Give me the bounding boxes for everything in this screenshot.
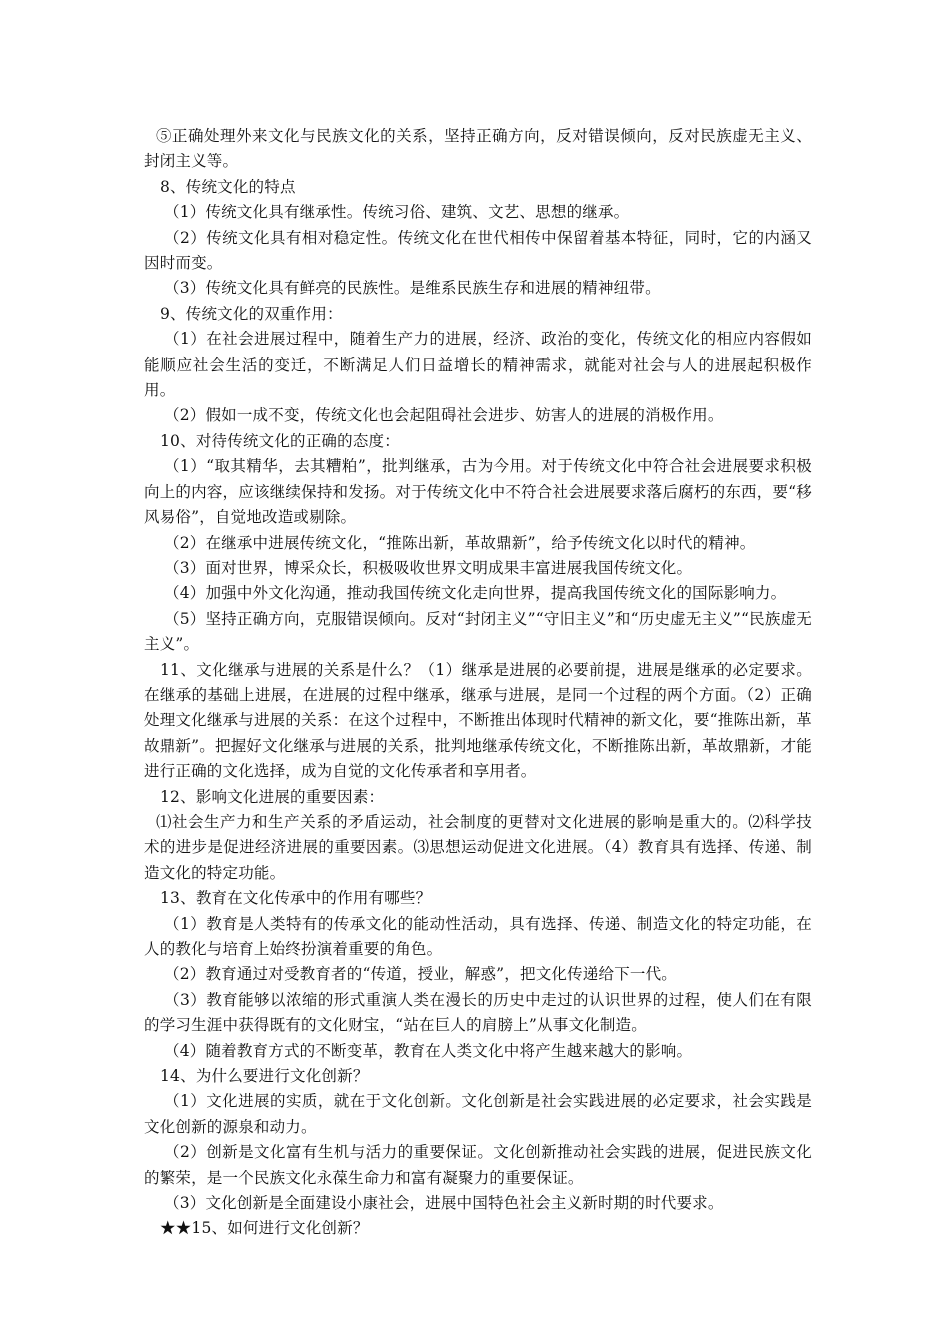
section-heading-14: 14、为什么要进行文化创新？ (160, 1067, 369, 1086)
paragraph-13-1: （1）教育是人类特有的传承文化的能动性活动，具有选择、传递、制造文化的特定功能，在人的教化与培育上始终扮演着重要的角色。 (144, 914, 812, 958)
paragraph-13-3: （3）教育能够以浓缩的形式重演人类在漫长的历史中走过的认识世界的过程，使人们在有限的学习生涯中获得既有的文化财宝，“站在巨人的肩膀上”从事文化制造。 (144, 990, 812, 1035)
section-heading-13: 13、教育在文化传承中的作用有哪些？ (160, 889, 432, 908)
section-heading-9: 9、传统文化的双重作用： (160, 304, 343, 323)
paragraph-13-2: （2）教育通过对受教育者的“传道，授业，解惑”，把文化传递给下一代。 (164, 965, 678, 984)
paragraph-8-1: （1）传统文化具有继承性。传统习俗、建筑、文艺、思想的继承。 (164, 203, 630, 222)
paragraph-8-2: （2）传统文化具有相对稳定性。传统文化在世代相传中保留着基本特征，同时，它的内涵又因时而变。 (144, 228, 812, 273)
paragraph-item-5: ⑤正确处理外来文化与民族文化的关系，坚持正确方向，反对错误倾向，反对民族虚无主义、封闭主义等。 (144, 127, 812, 171)
paragraph-10-5: （5）坚持正确方向，克服错误倾向。反对“封闭主义”“守旧主义”和“历史虚无主义”“民族虚无主义”。 (144, 609, 812, 654)
paragraph-14-1: （1）文化进展的实质，就在于文化创新。文化创新是社会实践进展的必定要求，社会实践是文化创新的源泉和动力。 (144, 1092, 812, 1136)
section-heading-15: ★★15、如何进行文化创新？ (160, 1219, 369, 1238)
section-heading-12: 12、影响文化进展的重要因素： (160, 787, 385, 806)
paragraph-9-2: （2）假如一成不变，传统文化也会起阻碍社会进步、妨害人的进展的消极作用。 (164, 406, 724, 425)
paragraph-8-3: （3）传统文化具有鲜亮的民族性。是维系民族生存和进展的精神纽带。 (164, 279, 661, 298)
paragraph-10-1: （1）“取其精华，去其糟粕”，批判继承，古为今用。对于传统文化中符合社会进展要求积极向上的内容，应该继续保持和发扬。对于传统文化中不符合社会进展要求落后腐朽的东西，要“移风易俗”，自觉地改造或剔除。 (144, 457, 812, 527)
section-heading-11: 11、文化继承与进展的关系是什么？（1）继承是进展的必要前提，进展是继承的必定要求。在继承的基础上进展，在进展的过程中继承，继承与进展，是同一个过程的两个方面。（2）正确处理文化继承与进展的关系：在这个过程中，不断推出体现时代精神的新文化，要“推陈出新，革故鼎新”。把握好文化继承与进展的关系，批判地继承传统文化，不断推陈出新，革故鼎新，才能进行正确的文化选择，成为自觉的文化传承者和享用者。 (144, 660, 812, 781)
paragraph-12-1: ⑴社会生产力和生产关系的矛盾运动，社会制度的更替对文化进展的影响是重大的。⑵科学技术的进步是促进经济进展的重要因素。⑶思想运动促进文化进展。（4）教育具有选择、传递、制造文化的特定功能。 (144, 812, 812, 882)
paragraph-14-3: （3）文化创新是全面建设小康社会，进展中国特色社会主义新时期的时代要求。 (164, 1194, 724, 1213)
paragraph-14-2: （2）创新是文化富有生机与活力的重要保证。文化创新推动社会实践的进展，促进民族文化的繁荣，是一个民族文化永葆生命力和富有凝聚力的重要保证。 (144, 1143, 812, 1187)
paragraph-10-2: （2）在继承中进展传统文化，“推陈出新，革故鼎新”，给予传统文化以时代的精神。 (164, 533, 756, 552)
section-heading-10: 10、对待传统文化的正确的态度： (160, 431, 400, 450)
document-body (144, 124, 812, 1242)
section-heading-8: 8、传统文化的特点 (160, 177, 296, 196)
paragraph-10-4: （4）加强中外文化沟通，推动我国传统文化走向世界，提高我国传统文化的国际影响力。 (164, 584, 787, 603)
paragraph-13-4: （4）随着教育方式的不断变革，教育在人类文化中将产生越来越大的影响。 (164, 1041, 693, 1060)
paragraph-10-3: （3）面对世界，博采众长，积极吸收世界文明成果丰富进展我国传统文化。 (164, 558, 693, 577)
paragraph-9-1: （1）在社会进展过程中，随着生产力的进展，经济、政治的变化，传统文化的相应内容假如能顺应社会生活的变迁，不断满足人们日益增长的精神需求，就能对社会与人的进展起积极作用。 (144, 330, 812, 400)
